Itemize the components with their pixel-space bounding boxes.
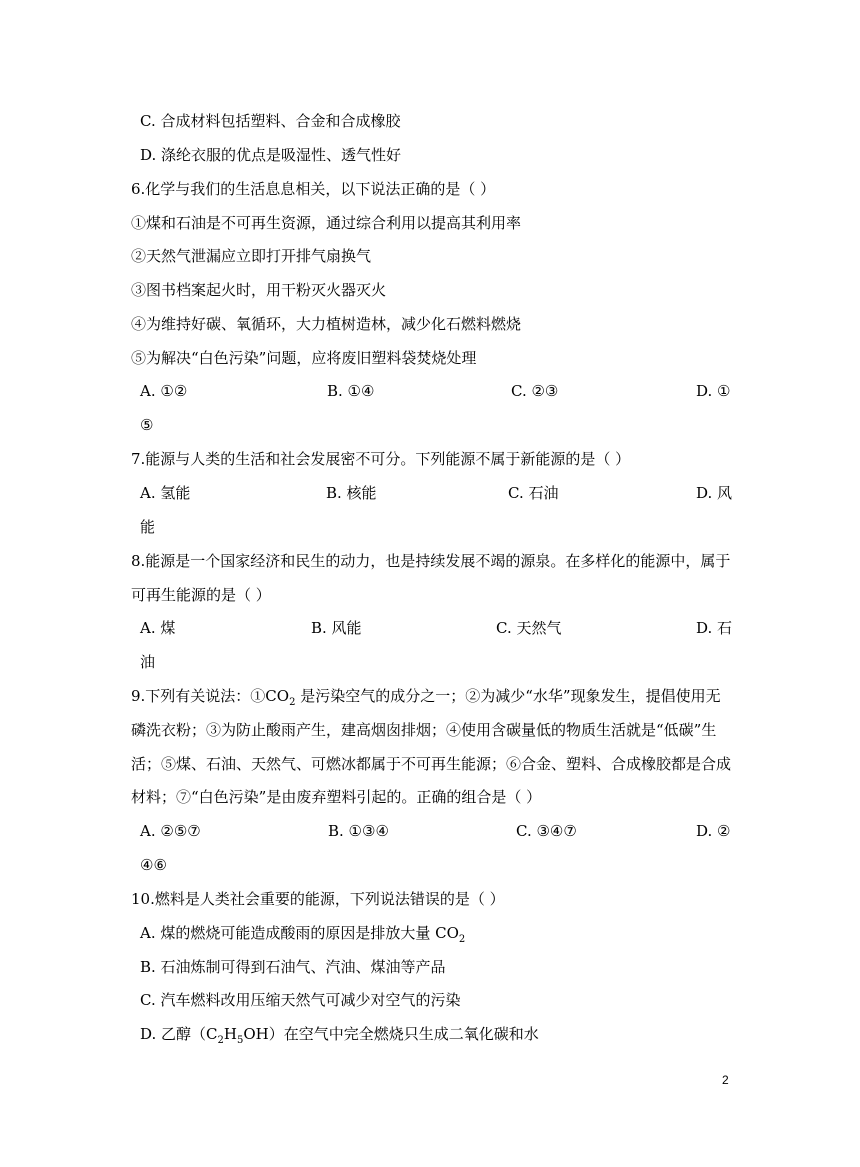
q9-option-d: D. ② [696,822,731,840]
q7-option-d: D. 风 [696,484,733,502]
q5-option-c: C. 合成材料包括塑料、合金和合成橡胶 [140,112,401,130]
q10-option-b: B. 石油炼制可得到石油气、汽油、煤油等产品 [140,958,446,976]
q9-subscript: 2 [289,697,296,708]
q6-option-a: A. ①② [140,382,188,400]
q10-option-a-text: A. 煤的燃烧可能造成酸雨的原因是排放大量 CO [140,924,459,942]
q10-d-text-3: OH）在空气中完全燃烧只生成二氧化碳和水 [243,1025,539,1043]
q9-option-c: C. ③④⑦ [516,822,577,840]
q9-stem-line-2: 磷洗衣粉；③为防止酸雨产生，建高烟囱排烟；④使用含碳量低的物质生活就是“低碳”生 [131,721,717,739]
q7-option-a: A. 氢能 [140,484,191,502]
q6-item-1: ①煤和石油是不可再生资源，通过综合利用以提高其利用率 [131,214,522,232]
q6-item-4: ④为维持好碳、氧循环，大力植树造林，减少化石燃料燃烧 [131,315,522,333]
q6-item-2: ②天然气泄漏应立即打开排气扇换气 [131,247,372,265]
q7-option-c: C. 石油 [508,484,559,502]
q10-stem: 10.燃料是人类社会重要的能源，下列说法错误的是（ ） [131,890,505,908]
q9-stem-line-1 [131,686,721,713]
q8-option-b: B. 风能 [311,619,362,637]
q5-option-d: D. 涤纶衣服的优点是吸湿性、透气性好 [140,146,402,164]
q9-stem-line-3: 活；⑤煤、石油、天然气、可燃冰都属于不可再生能源；⑥合金、塑料、合成橡胶都是合成 [131,755,732,773]
q8-options [140,618,732,638]
q10-option-a-subscript: 2 [458,934,466,945]
q8-option-c: C. 天然气 [496,619,562,637]
q8-stem-line-1: 8.能源是一个国家经济和民生的动力，也是持续发展不竭的源泉。在多样化的能源中，属于 [131,552,731,570]
q6-item-5: ⑤为解决“白色污染”问题，应将废旧塑料袋焚烧处理 [131,349,477,367]
q6-item-3: ③图书档案起火时，用干粉灭火器灭火 [131,281,387,299]
q9-text-b: 是污染空气的成分之一；②为减少“水华”现象发生，提倡使用无 [295,687,721,705]
q10-d-text-1: D. 乙醇（C [140,1025,218,1043]
q9-stem-line-4: 材料；⑦“白色污染”是由废弃塑料引起的。正确的组合是（ ） [131,788,542,806]
q10-d-sub-2: 5 [236,1035,244,1046]
q8-stem-line-2: 可再生能源的是（ ） [131,586,271,604]
q10-option-d [140,1024,539,1051]
q7-option-wrap: 能 [140,518,156,536]
q6-option-c: C. ②③ [511,382,559,400]
q8-option-d: D. 石 [696,619,733,637]
q9-options [140,821,732,841]
q7-options [140,483,732,503]
page-number: 2 [722,1073,729,1087]
q6-options [140,381,732,401]
q9-option-wrap: ④⑥ [140,856,167,874]
q9-option-b: B. ①③④ [328,822,389,840]
q6-stem: 6.化学与我们的生活息息相关，以下说法正确的是（ ） [131,180,496,198]
q9-option-a: A. ②⑤⑦ [140,822,201,840]
q10-option-c: C. 汽车燃料改用压缩天然气可减少对空气的污染 [140,991,461,1009]
q6-option-b: B. ①④ [327,382,375,400]
q8-option-a: A. 煤 [140,619,176,637]
q7-stem: 7.能源与人类的生活和社会发展密不可分。下列能源不属于新能源的是（ ） [131,450,631,468]
q10-d-sub-1: 2 [217,1035,224,1046]
q6-option-d: D. ① [696,382,731,400]
q6-option-wrap: ⑤ [140,416,154,434]
q9-text-a: 9.下列有关说法：①CO [131,687,290,705]
q8-option-wrap: 油 [140,653,156,671]
q10-d-text-2: H [223,1025,237,1043]
q10-option-a [140,923,465,950]
q7-option-b: B. 核能 [326,484,377,502]
